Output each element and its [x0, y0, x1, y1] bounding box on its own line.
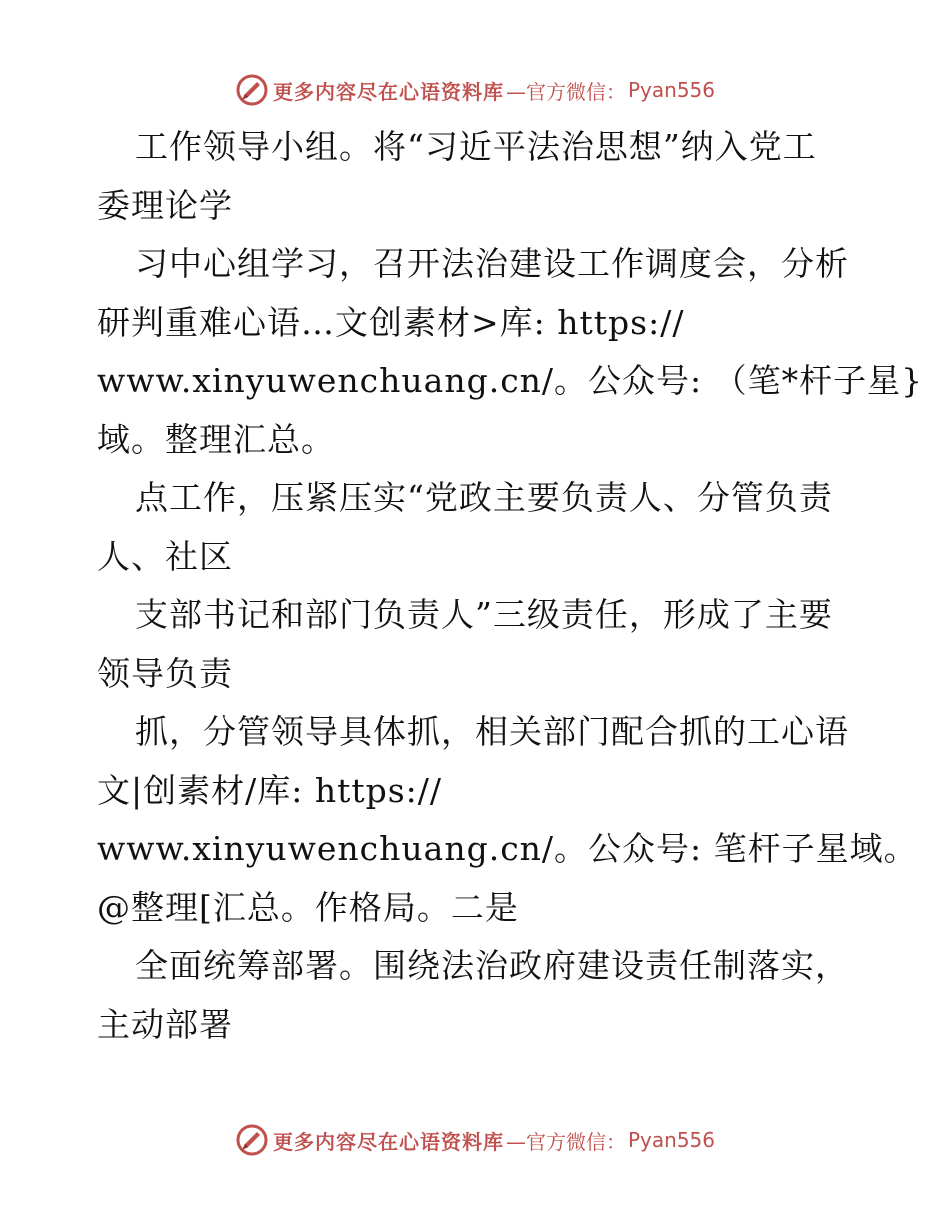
body-line: 支部书记和部门负责人”三级责任，形成了主要	[135, 595, 833, 634]
body-line: 抓，分管领导具体抓，相关部门配合抓的工心语	[135, 712, 849, 751]
header-wechat-id: Pyan556	[627, 78, 715, 102]
brush-logo-icon	[235, 1123, 269, 1157]
header-banner	[0, 68, 950, 112]
header-separator: —官方微信：	[505, 79, 626, 104]
brush-logo-icon	[235, 73, 269, 107]
body-line: 委理论学	[97, 185, 233, 225]
body-line: 研判重难心语…文创素材>库: https://	[97, 302, 685, 342]
footer-wechat-id: Pyan556	[627, 1128, 715, 1152]
body-line: 主动部署	[97, 1004, 233, 1044]
body-line: 域。整理汇总。	[97, 419, 335, 459]
footer-banner	[0, 1118, 950, 1162]
document-body	[97, 118, 924, 1054]
body-line: 全面统筹部署。围绕法治政府建设责任制落实，	[135, 946, 849, 985]
header-brand: 更多内容尽在心语资料库	[272, 79, 504, 104]
body-line: @整理[汇总。作格局。二是	[97, 887, 519, 927]
body-line: 习中心组学习，召开法治建设工作调度会，分析	[135, 244, 849, 283]
body-line: 文|创素材/库: https://	[97, 770, 443, 810]
footer-brand: 更多内容尽在心语资料库	[272, 1129, 504, 1154]
body-line: www.xinyuwenchuang.cn/。公众号: 笔杆子星域。	[97, 829, 918, 868]
body-line: www.xinyuwenchuang.cn/。公众号: （笔*杆子星}	[97, 361, 924, 400]
body-line: 点工作，压紧压实“党政主要负责人、分管负责	[135, 478, 833, 517]
footer-separator: —官方微信：	[505, 1129, 626, 1154]
body-line: 人、社区	[97, 536, 233, 576]
body-line: 领导负责	[97, 653, 233, 693]
body-line: 工作领导小组。将“习近平法治思想”纳入党工	[135, 127, 817, 166]
